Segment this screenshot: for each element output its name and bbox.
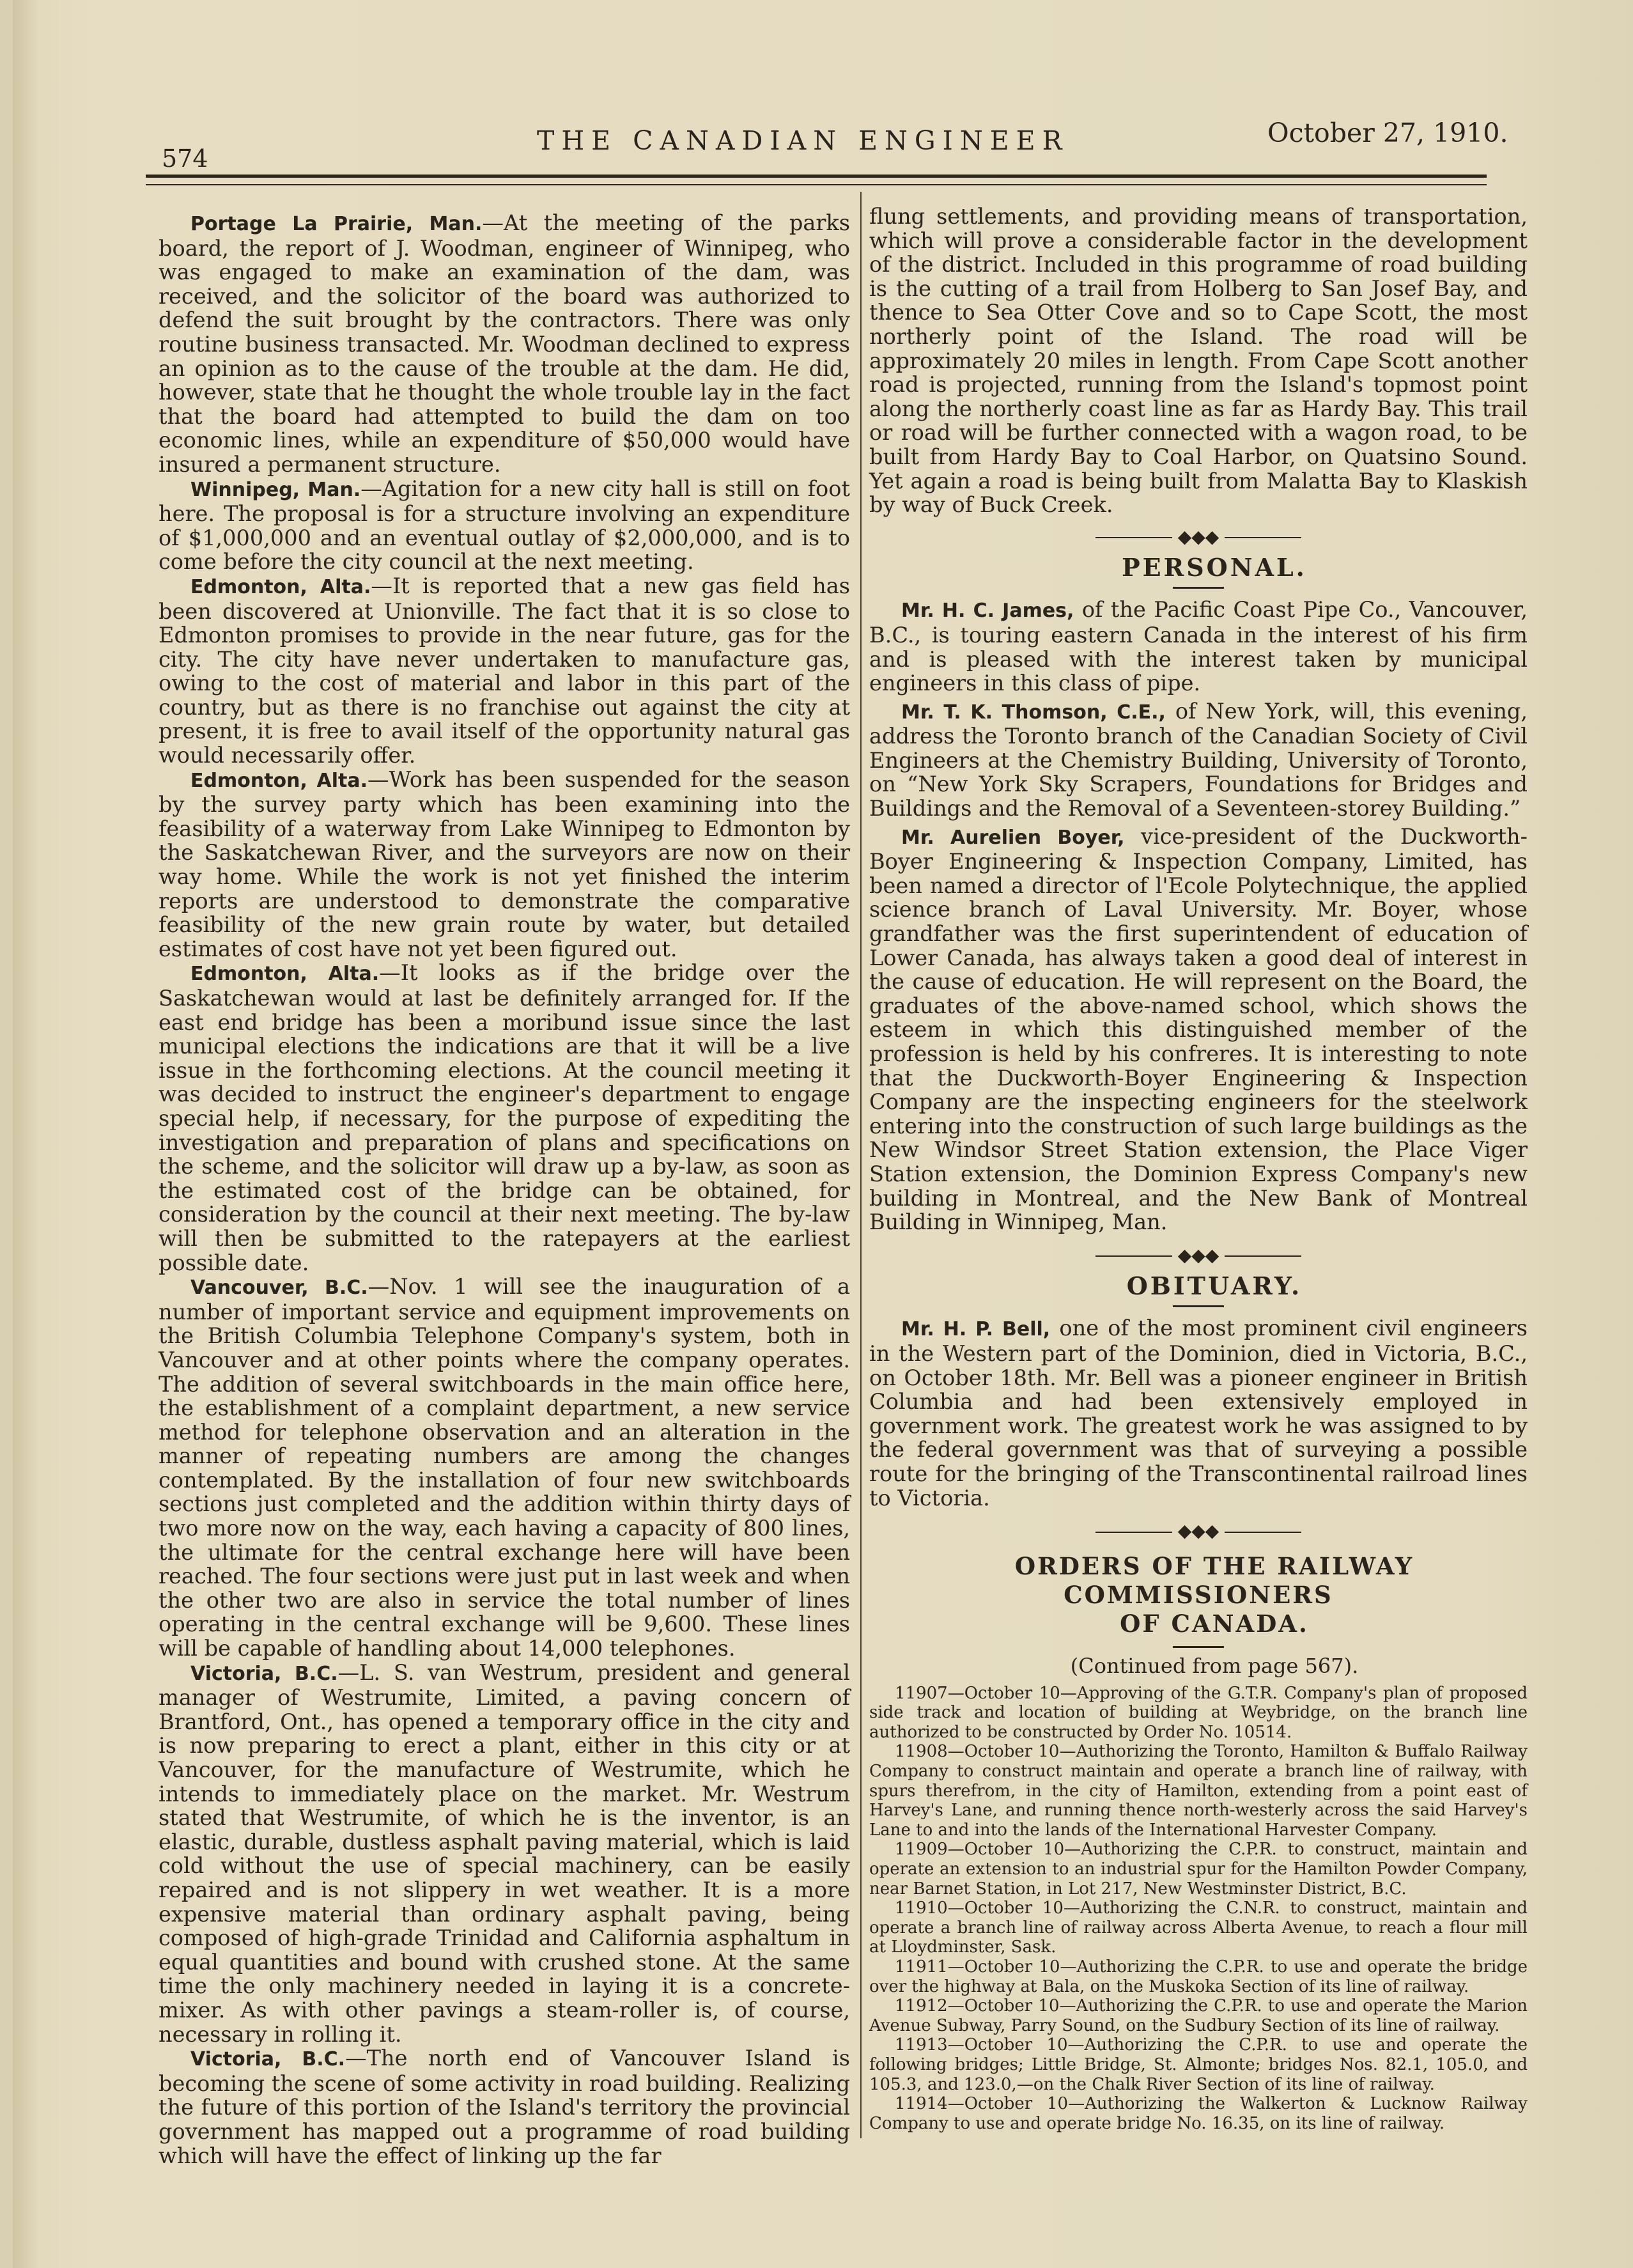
news-item [159,961,850,1275]
order-item: 11914—October 10—Authorizing the Walkerton & Lucknow Railway Company to use and operate bridge No. 16.35, on its line of railway. [869,2094,1528,2133]
person-name: Mr. H. C. James, [901,600,1074,623]
page-number: 574 [162,144,208,173]
order-item: 11912—October 10—Authorizing the C.P.R. to use and operate the Marion Avenue Subway, Parry Sound, on the Sudbury Section of its line of railway. [869,1996,1528,2035]
heading-rule [1173,1646,1224,1648]
continuation-text: flung settlements, and providing means of transportation, which will prove a considerable factor in the development of the district. Included in this programme of road building is the cutting of a trail from Holberg to San Josef Bay, and thence to Sea Otter Cove and so to Cape Scott, the most northerly point of the Island. The road will be approximately 20 miles in length. From Cape Scott another road is projected, running from the Island's topmost point along the northerly coast line as far as Hardy Bay. This trail or road will be further connected with a wagon road, to be built from Hardy Bay to Coal Harbor, on Quatsino Sound. Yet again a road is being built from Malatta Bay to Klaskish by way of Buck Creek. [869,204,1528,518]
item-location: Edmonton, Alta. [190,769,368,792]
item-text: —Work has been suspended for the season by the survey party which has been examining into the feasibility of a waterway from Lake Winnipeg to Edmonton by the Saskatchewan River, and the surveyors are now on their way home. While the work is not yet finished the interim reports are understood to demonstrate the comparative feasibility of the new grain route by water, but detailed estimates of cost have not yet been figured out. [159,766,851,961]
personal-item [869,825,1528,1234]
news-item [159,211,850,477]
item-text: of the Pacific Coast Pipe Co., Vancouver, B.C., is touring eastern Canada in the interest of his firm and is pleased with the interest taken by municipal engineers in this class of pipe. [869,597,1528,696]
item-text: one of the most prominent civil engineers in the Western part of the Dominion, died in Victoria, B.C., on October 18th. Mr. Bell was a pioneer engineer in British Columbia and had been extensively employed in government work. The greatest work he was assigned to by the federal government was that of surveying a possible route for the bringing of the Transcontinental railroad lines to Victoria. [869,1316,1528,1511]
continued-note: (Continued from page 567). [1070,1654,1359,1679]
section-ornament: ◆◆◆ [869,1521,1528,1541]
person-name: Mr. H. P. Bell, [901,1318,1051,1341]
person-name: Mr. Aurelien Boyer, [901,826,1125,849]
item-location: Victoria, B.C. [190,1662,338,1685]
column-divider [860,192,862,2138]
heading-rule [1173,587,1224,589]
item-text: —The north end of Vancouver Island is becoming the scene of some activity in road building. Realizing the future of this portion of the Island's territory the provincial government has mapped out a programme of road building which will have the effect of linking up the far [159,2046,850,2168]
item-text: —Nov. 1 will see the inauguration of a number of important service and equipment improvements on the British Columbia Telephone Company's system, both in Vancouver and at other points where the company operates. The addition of several switchboards in the main office here, the establishment of a complaint department, a new service method for telephone observation and an alteration in the manner of repeating numbers are among the changes contemplated. By the installation of four new switchboards sections just completed and the addition within thirty days of two more now on the way, each having a capacity of 800 lines, the ultimate for the central exchange here will have been reached. The four sections were just put in last week and when the other two are also in service the total number of lines operating in the central exchange will be 9,600. These lines will be capable of handling about 14,000 telephones. [159,1274,850,1661]
order-item: 11907—October 10—Approving of the G.T.R. Company's plan of proposed side track and location of building at Weybridge, on the branch line authorized to be constructed by Order No. 10514. [869,1683,1528,1742]
news-item [159,768,850,961]
order-item: 11908—October 10—Authorizing the Toronto, Hamilton & Buffalo Railway Company to construct maintain and operate a branch line of railway, with spurs therefrom, in the city of Hamilton, extending from a point east of Harvey's Lane, and running thence north-westerly across the said Harvey's Lane to and into the lands of the International Harvester Company. [869,1742,1528,1840]
item-location: Vancouver, B.C. [190,1277,368,1300]
person-name: Mr. T. K. Thomson, C.E., [901,701,1166,724]
news-item [159,477,850,574]
item-text: of New York, will, this evening, address the Toronto branch of the Canadian Society of Civil Engineers at the Chemistry Building, University of Toronto, on “New York Sky Scrapers, Foundations for Bridges and Buildings and the Removal of a Seventeen-storey Building.” [869,698,1528,821]
item-location: Edmonton, Alta. [190,575,371,598]
heading-rule [1173,1305,1224,1307]
item-location: Edmonton, Alta. [190,963,380,986]
item-text: —L. S. van Westrum, president and general manager of Westrumite, Limited, a paving concern of Brantford, Ont., has opened a temporary office in the city and is now preparing to erect a plant, either in this city or at Vancouver, for the manufacture of Westrumite, which he intends to immediately place on the market. Mr. Westrum stated that Westrumite, of which he is the inventor, is an elastic, durable, dustless asphalt paving material, which is laid cold without the use of special machinery, can be easily repaired and is not slippery in wet weather. It is a more expensive material than ordinary asphalt paving, being composed of high-grade Trinidad and California asphaltum in equal quantities and bound with crushed stone. At the same time the only machinery needed in laying it is a concrete-mixer. As with other pavings a steam-roller is, of course, necessary in rolling it. [159,1659,850,2047]
order-item: 11913—October 10—Authorizing the C.P.R. to use and operate the following bridges; Little Bridge, St. Almonte; bridges Nos. 82.1, 105.0, and 105.3, and 123.0,—on the Chalk River Section of its line of railway. [869,2035,1528,2094]
item-text: —Agitation for a new city hall is still on foot here. The proposal is for a structure involving an expenditure of $1,000,000 and an eventual outlay of $2,000,000, and is to come before the city council at the next meeting. [159,476,850,575]
section-ornament: ◆◆◆ [869,1246,1528,1265]
item-location: Victoria, B.C. [190,2048,346,2071]
header-rule [146,175,1487,178]
personal-item [869,699,1528,821]
item-location: Portage La Prairie, Man. [190,213,483,235]
order-item: 11910—October 10—Authorizing the C.N.R. to construct, maintain and operate a branch line of railway across Alberta Avenue, to reach a flour mill at Lloydminster, Sask. [869,1899,1528,1957]
order-item: 11911—October 10—Authorizing the C.P.R. to use and operate the bridge over the highway at Bala, on the Muskoka Section of its line of railway. [869,1957,1528,1996]
news-item [159,1661,850,2047]
orders-heading-line2: OF CANADA. [1120,1610,1309,1638]
orders-list [869,1684,1528,2134]
item-location: Winnipeg, Man. [190,478,361,501]
right-column [869,205,1528,2133]
item-text: —It looks as if the bridge over the Saskatchewan would at last be definitely arranged for. If the east end bridge has been a moribund issue since the last municipal elections the indications are that it will be a live issue in the forthcoming elections. At the council meeting it was decided to instruct the engineer's department to engage special help, if necessary, for the purpose of expediting the investigation and preparation of plans and specifications on the scheme, and the solicitor will draw up a by-law, as soon as the estimated cost of the bridge can be obtained, for consideration by the council at their next meeting. The by-law will then be submitted to the ratepayers at the earliest possible date. [159,960,851,1275]
header-rule-thin [146,184,1487,185]
section-ornament: ◆◆◆ [869,527,1528,547]
item-text: —It is reported that a new gas field has been discovered at Unionville. The fact that it is so close to Edmonton promises to provide in the near future, gas for the city. The city have never undertaken to manufacture gas, owing to the cost of material and labor in this part of the country, but as there is no franchise out against the city at present, it is free to avail itself of the opportunity natural gas would necessarily offer. [159,573,850,768]
newspaper-page [13,0,1633,2268]
news-item [159,2046,850,2168]
journal-title: THE CANADIAN ENGINEER [537,125,1069,156]
personal-heading: PERSONAL. [1122,552,1307,582]
left-column [159,211,850,2168]
item-text: vice-president of the Duckworth-Boyer Engineering & Inspection Company, Limited, has been named a director of l'Ecole Polytechnique, the applied science branch of Laval University. Mr. Boyer, whose grandfather was the first superintendent of education of Lower Canada, has always taken a good deal of interest in the cause of education. He will represent on the Board, the graduates of the above-named school, which shows the esteem in which this distinguished member of the profession is held by his confreres. It is interesting to note that the Duckworth-Boyer Engineering & Inspection Company are the inspecting engineers for the steelwork entering into the construction of such large buildings as the New Windsor Street Station extension, the Place Viger Station extension, the Dominion Express Company's new building in Montreal, and the New Bank of Montreal Building in Winnipeg, Man. [869,823,1528,1235]
obituary-heading: OBITUARY. [1126,1271,1303,1300]
order-item: 11909—October 10—Authorizing the C.P.R. to construct, maintain and operate an extension to an industrial spur for the Hamilton Powder Company, near Barnet Station, in Lot 217, New Westminster District, B.C. [869,1840,1528,1899]
item-text: —At the meeting of the parks board, the report of J. Woodman, engineer of Winnipeg, who was engaged to make an examination of the dam, was received, and the solicitor of the board was authorized to defend the suit brought by the contractors. There was only routine business transacted. Mr. Woodman declined to express an opinion as to the cause of the trouble at the dam. He did, however, state that he thought the whole trouble lay in the fact that the board had attempted to build the dam on too economic lines, while an expenditure of $50,000 would have insured a permanent structure. [159,210,850,477]
news-item [159,574,850,768]
personal-item [869,598,1528,695]
orders-heading: ORDERS OF THE RAILWAY COMMISSIONERS [1014,1552,1414,1610]
news-item [159,1275,850,1661]
issue-date: October 27, 1910. [1267,118,1508,148]
obituary-item [869,1316,1528,1510]
